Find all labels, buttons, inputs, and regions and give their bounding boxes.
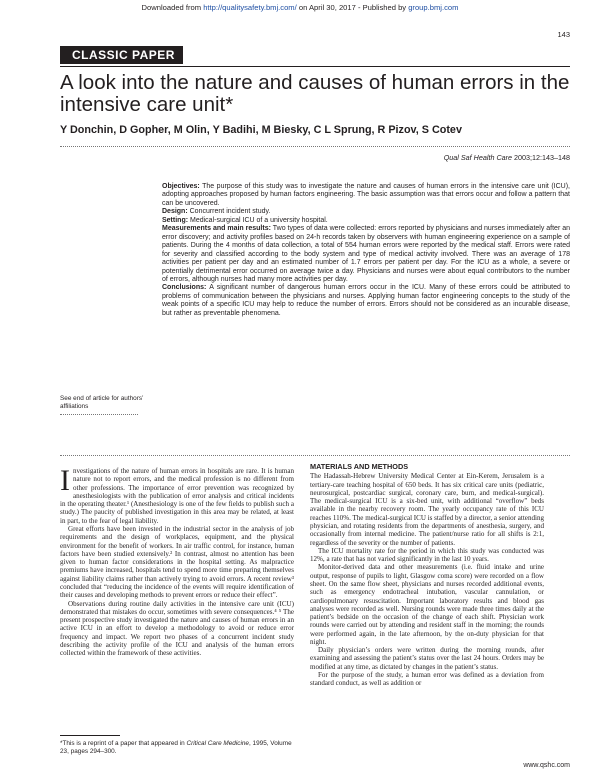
methods-paragraph-1: The Hadassah-Hebrew University Medical Center at Ein-Kerem, Jerusalem is a tertiary-care teaching hospital of 650 beds. It has six critical care units (pediatric, neurosurgical, postcardiac surgical, coronary care, burn, and medical-surgical). The medical-surgical ICU is a six-bed unit, with additional “overflow” beds available in the nearby recovery room. The yearly occupancy rate of this ICU reaches 110%. The medical-surgical ICU is staffed by a director, a senior attending physician, and rotating residents from the departments of anesthesia, surgery, and occasionally from internal medicine. The patient/nurse ratio for all shifts is 2:1, regardless of the severity or the number of patients. xyxy=(310,472,544,547)
setting-label: Setting: xyxy=(162,216,189,224)
abstract-objectives xyxy=(162,183,570,208)
objectives-text: The purpose of this study was to investigate the nature and causes of human errors in the intensive care unit (ICU), adopting approaches proposed by human factors engineering. The basic assumption was that errors occur and follow a pattern that can be uncovered. xyxy=(162,183,570,207)
design-label: Design: xyxy=(162,208,188,216)
publisher-link[interactable]: group.bmj.com xyxy=(408,3,459,12)
article-title: A look into the nature and causes of human errors in the intensive care unit* xyxy=(60,71,570,116)
footer-site: www.qshc.com xyxy=(523,762,570,769)
affiliations-note: See end of article for authors’ affiliations xyxy=(60,395,144,410)
methods-paragraph-2: The ICU mortality rate for the period in which this study was conducted was 12%, a rate that has not varied significantly in the last 10 years. xyxy=(310,546,544,564)
objectives-label: Objectives: xyxy=(162,183,200,190)
authors-divider xyxy=(60,146,570,147)
download-banner xyxy=(0,3,600,12)
abstract-divider xyxy=(60,455,570,456)
intro-paragraph-2: Great efforts have been invested in the industrial sector in the analysis of job requirements and the design of workplaces, equipment, and the physical environment for the benefit of workers. In air traffic control, for instance, human factors have been studied extensively.² In contrast, almost no attention has been given to human factor considerations in the hospital setting. As malpractice premiums have increased, hospitals tend to spend more time preparing themselves against liability claims rather than actively trying to avoid errors. A recent review³ concluded that “reducing the incidence of the events will require identification of their causes and developing methods to prevent errors or reduce their effect”. xyxy=(60,524,294,600)
banner-middle: on April 30, 2017 - Published by xyxy=(296,3,409,12)
measurements-text: Two types of data were collected: errors reported by physicians and nurses immediately after an error discovery; and activity profiles based on 24-h records taken by observers with human engineering experience on a sample of patients. During the 4 months of data collection, a total of 554 human errors were reported by the medical staff. Errors were rated for severity and classified according to the body system and type of medical activity involved. There was an average of 178 activities per patient per day and an estimated number of 1.7 errors per patient per day. For the ICU as a whole, a severe or potentially detrimental error occurred on average twice a day. Physicians and nurses were about equal contributors to the number of errors, although nurses had many more activities per day. xyxy=(162,225,571,283)
journal-citation xyxy=(444,153,570,162)
page-number: 143 xyxy=(557,30,570,39)
author-list: Y Donchin, D Gopher, M Olin, Y Badihi, M Biesky, C L Sprung, R Pizov, S Cotev xyxy=(60,124,462,136)
methods-paragraph-4: Daily physician’s orders were written during the morning rounds, after examining and assessing the patient’s status over the last 24 hours. Orders may be modified at any time, as dictated by changes in the patient’s status. xyxy=(310,646,544,671)
intro-paragraph-1 xyxy=(60,464,294,525)
affiliations-divider xyxy=(60,414,138,415)
footnote-journal: Critical Care Medicine xyxy=(186,740,249,747)
intro-paragraph-3: Observations during routine daily activities in the intensive care unit (ICU) demonstrated that mistakes do occur, sometimes with severe consequences.⁴ ⁵ The present prospective study investigated the nature and causes of human errors in an active ICU in an effort to develop a methodology to avoid or reduce error frequency and impact. We report two phases of a concurrent incident study describing the activity profile of the ICU and analysis of the human errors collected within the framework of these activities. xyxy=(60,599,294,658)
conclusions-label: Conclusions: xyxy=(162,284,207,292)
right-column xyxy=(310,463,544,688)
footnote-rest: , 1995, Volume 23, pages 294–300. xyxy=(60,740,292,755)
journal-site-link[interactable]: http://qualitysafety.bmj.com/ xyxy=(203,3,297,12)
design-text: Concurrent incident study. xyxy=(187,208,271,216)
journal-name: Qual Saf Health Care xyxy=(443,153,513,162)
methods-paragraph-5: For the purpose of the study, a human error was defined as a deviation from standard conduct, as well as addition or xyxy=(310,671,544,688)
abstract-design xyxy=(162,208,570,216)
left-column xyxy=(60,464,294,658)
abstract xyxy=(162,183,570,318)
footnote xyxy=(60,740,294,755)
methods-paragraph-3: Monitor-derived data and other measurements (i.e. fluid intake and urine output, response of pupils to light, Glasgow coma score) were recorded on a flow sheet. On the same flow sheet, physicians and nurses recorded additional events, such as emergency endotracheal intubation, vascular cannulation, or cardiopulmonary resuscitation. Important laboratory results and blood gas analyses were recorded as well. Nursing rounds were made three times daily at the patient’s bedside on the occasion of the change of each shift. Physician work rounds were carried out by attending and resident staff in the morning; the rounds were performed again, in the late afternoon, by the on-duty physician for that night. xyxy=(310,563,544,646)
section-heading: MATERIALS AND METHODS xyxy=(310,462,409,471)
footnote-rule xyxy=(60,735,120,736)
conclusions-text: A significant number of dangerous human errors occur in the ICU. Many of these errors could be attributed to problems of communication between the physicians and nurses. Applying human factor engineering concepts to the study of the weak points of a specific ICU may help to reduce the number of errors. Errors should not be considered as an incurable disease, but rather as preventable phenomena. xyxy=(162,284,570,317)
footnote-text: *This is a reprint of a paper that appeared in xyxy=(60,740,187,747)
measurements-label: Measurements and main results: xyxy=(162,225,271,233)
intro-p1-text: nvestigations of the nature of human errors in hospitals are rare. It is human nature not to report errors, and the medical profession is no different from other professions. The importance of error prevention was recognized by anesthesiologists with the publication of error analysis and critical incidents in the operating theater.¹ (Anesthesiology is one of the few fields to publish such a study.) The paucity of published investigation in this area may be related, at least in part, to the fear of legal liability. xyxy=(60,467,294,525)
setting-text: Medical-surgical ICU of a university hospital. xyxy=(188,216,328,224)
abstract-measurements xyxy=(162,225,570,284)
abstract-conclusions xyxy=(162,284,570,318)
banner-prefix: Downloaded from xyxy=(141,3,204,12)
section-badge: CLASSIC PAPER xyxy=(60,46,183,64)
header-rule xyxy=(60,66,570,67)
drop-cap: I xyxy=(60,464,70,497)
abstract-setting xyxy=(162,217,570,225)
citation-details: 2003;12:143–148 xyxy=(512,153,570,162)
